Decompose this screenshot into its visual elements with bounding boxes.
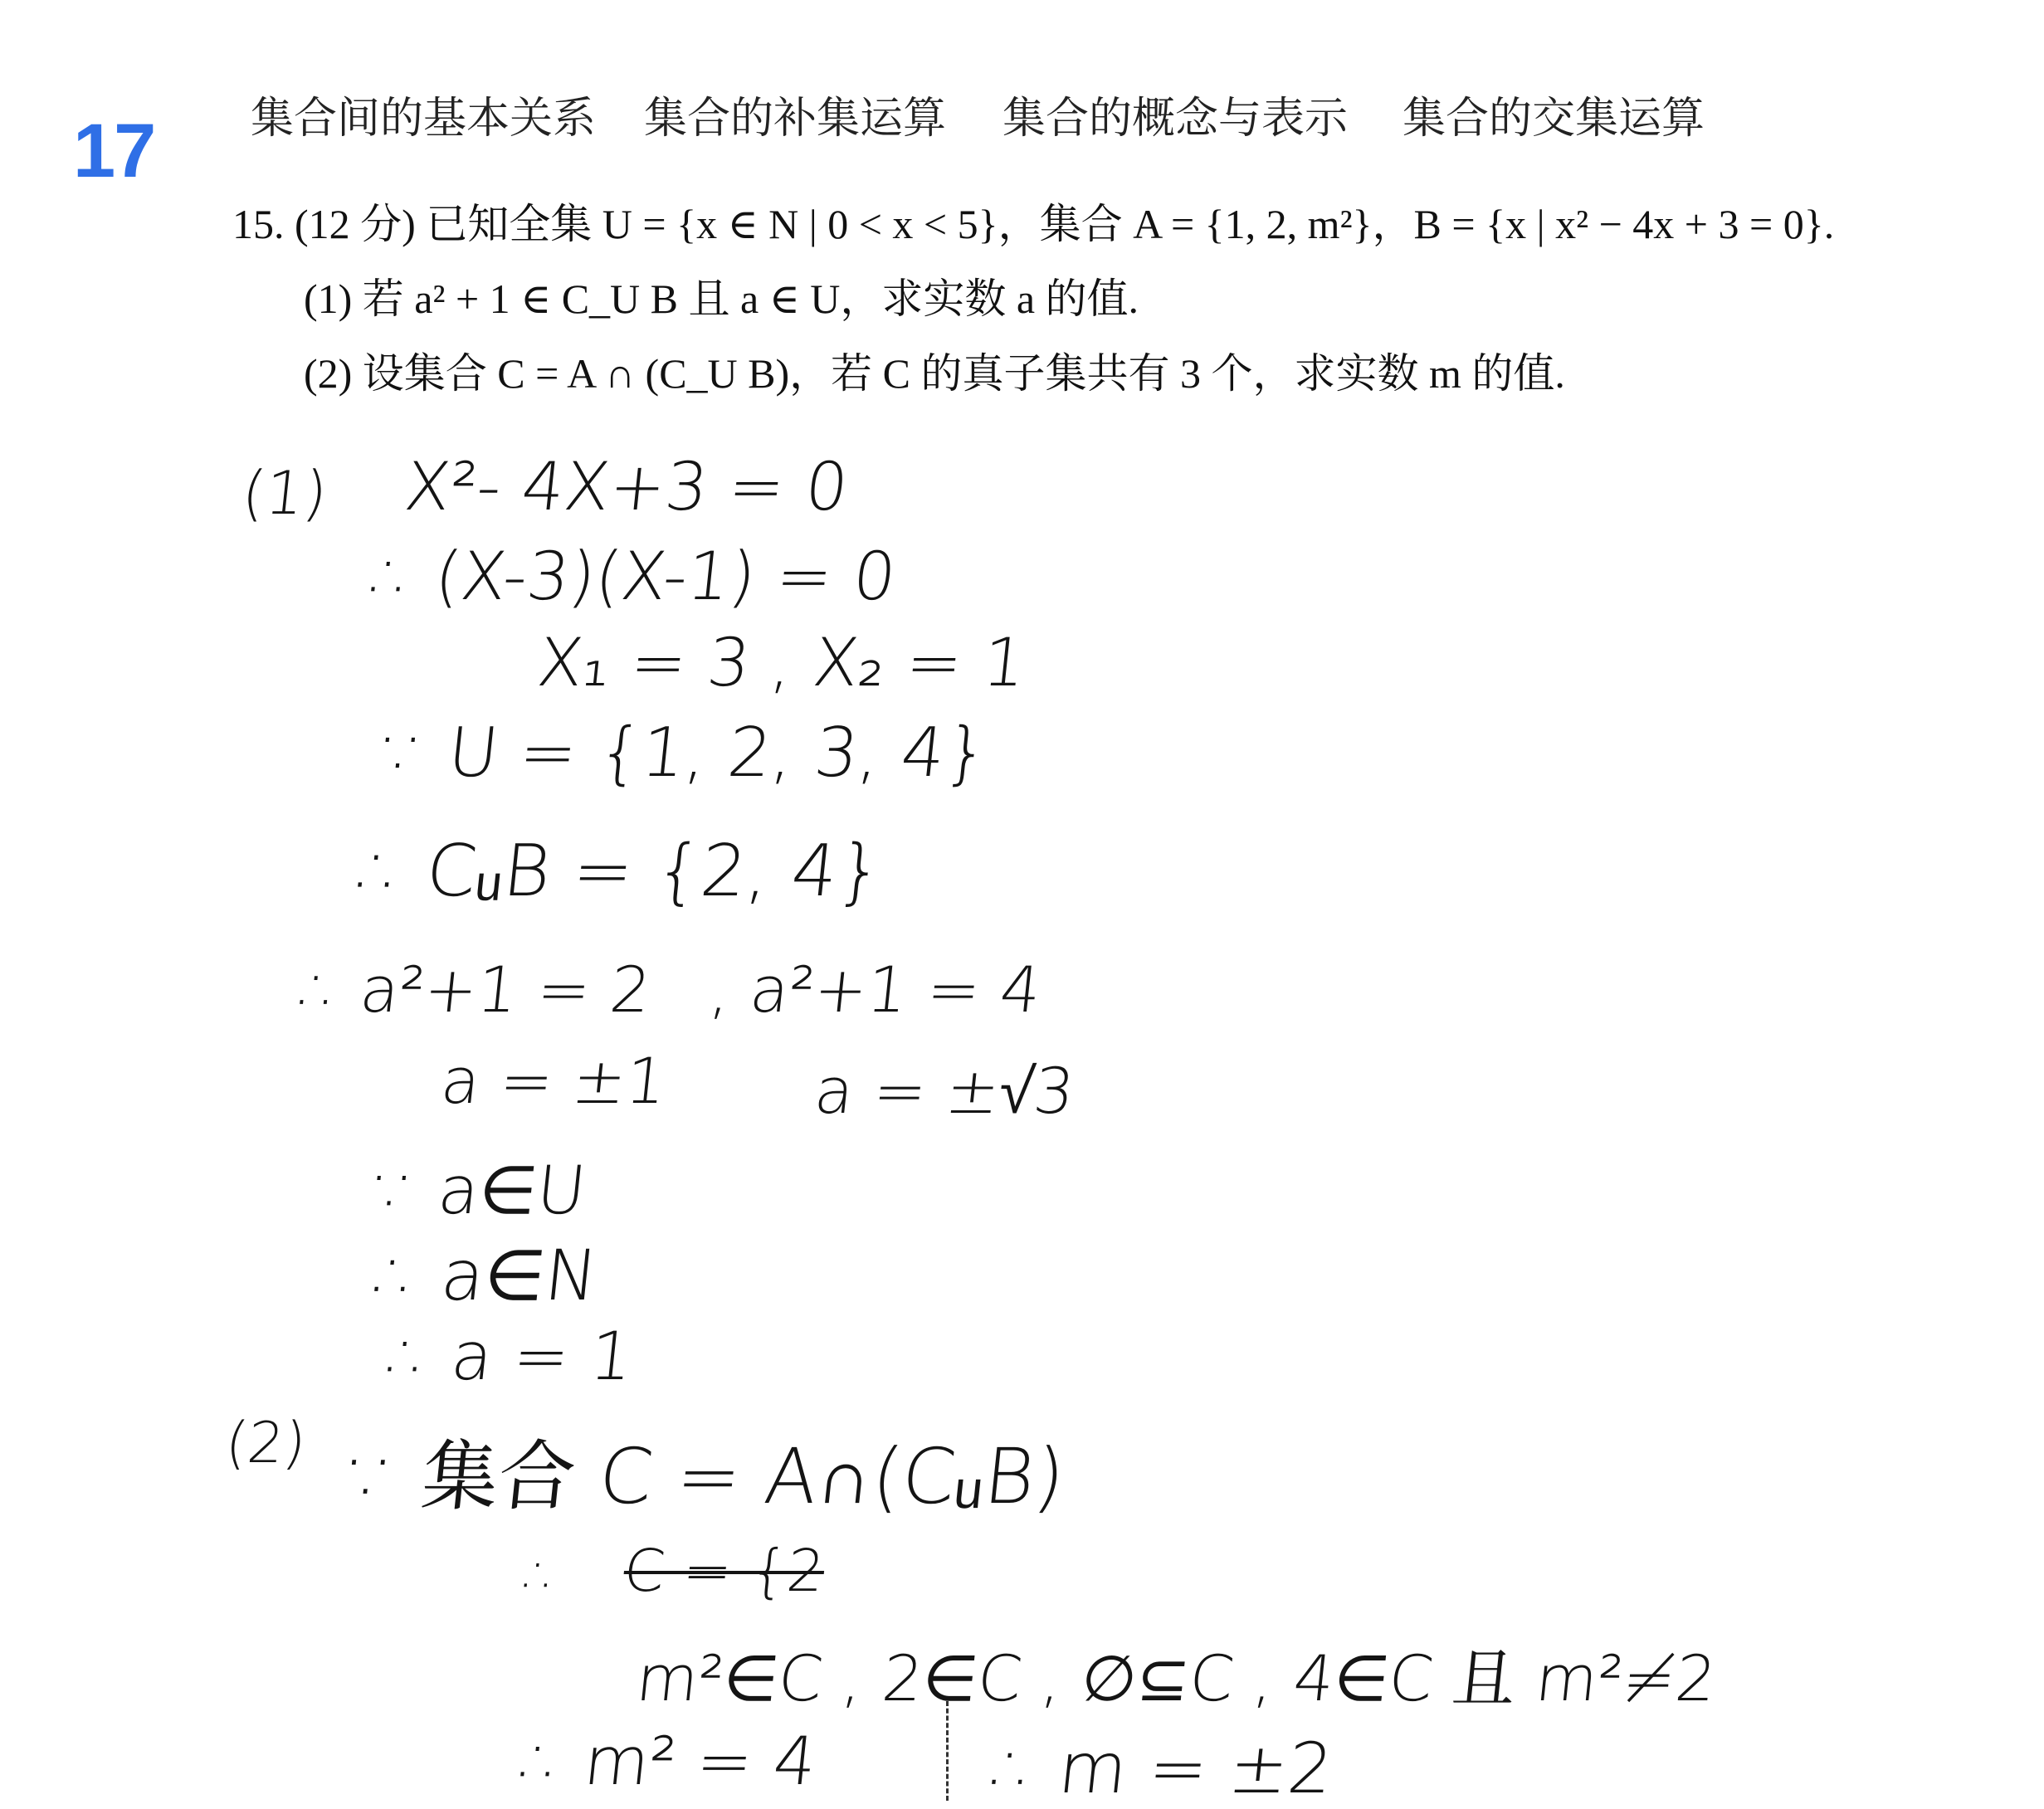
solution-1-a-in-N: ∴ a∈N — [370, 1235, 602, 1316]
solution-1-factor: ∴ (X-3)(X-1) = 0 — [368, 538, 900, 615]
solution-1-result-a: a = ±1 — [437, 1044, 671, 1118]
solution-2-therefore: ∴ — [521, 1545, 562, 1607]
solution-2-m-squared: ∴ m² = 4 — [517, 1723, 821, 1800]
problem-stem: 15. (12 分) 已知全集 U = {x ∈ N | 0 < x < 5}，集合 A = {1, 2, m²}，B = {x | x² − 4x + 3 = 0}. — [232, 201, 1835, 247]
solution-2-set-C: ∵ 集合 C = A∩(CᵤB) — [344, 1432, 1070, 1521]
solution-1-final: ∴ a = 1 — [384, 1318, 637, 1395]
solution-1-case-b: , a²+1 = 4 — [706, 953, 1045, 1026]
question-number: 17 — [73, 109, 155, 193]
solution-1-result-b: a = ±√3 — [811, 1054, 1078, 1128]
solution-2-conditions: m²∈C , 2∈C , ∅⊆C , 4∈C 且 m²≠2 — [632, 1641, 1720, 1715]
problem-part2: (2) 设集合 C = A ∩ (C_U B)，若 C 的真子集共有 3 个，求实数 m 的值. — [304, 350, 1565, 397]
solution-1-case-a: ∴ a²+1 = 2 — [296, 953, 655, 1026]
solution-1-complement: ∴ CᵤB = {2, 4} — [354, 830, 887, 913]
tag-intersection: 集合的交集运算 — [1403, 94, 1705, 144]
problem-part1: (1) 若 a² + 1 ∈ C_U B 且 a ∈ U，求实数 a 的值. — [304, 275, 1139, 322]
solution-2-label: (2) — [222, 1411, 310, 1476]
divider-mark — [946, 1701, 954, 1801]
solution-2-struck-out: C = {2 — [620, 1537, 828, 1605]
tag-concept-representation: 集合的概念与表示 — [1002, 94, 1349, 144]
solution-1-label: (1) — [238, 458, 331, 528]
solution-2-m-result: ∴ m = ±2 — [988, 1728, 1337, 1809]
knowledge-tags — [0, 83, 2044, 149]
solution-1-universal-set: ∵ U = {1, 2, 3, 4} — [379, 714, 993, 792]
solution-1-equation: X²- 4X+3 = 0 — [401, 448, 852, 525]
solution-1-roots: X₁ = 3 , X₂ = 1 — [534, 624, 1030, 701]
solution-1-a-in-U: ∵ a∈U — [371, 1152, 590, 1229]
tag-basic-relations: 集合间的基本关系 — [251, 94, 597, 144]
tag-complement: 集合的补集运算 — [644, 94, 947, 144]
